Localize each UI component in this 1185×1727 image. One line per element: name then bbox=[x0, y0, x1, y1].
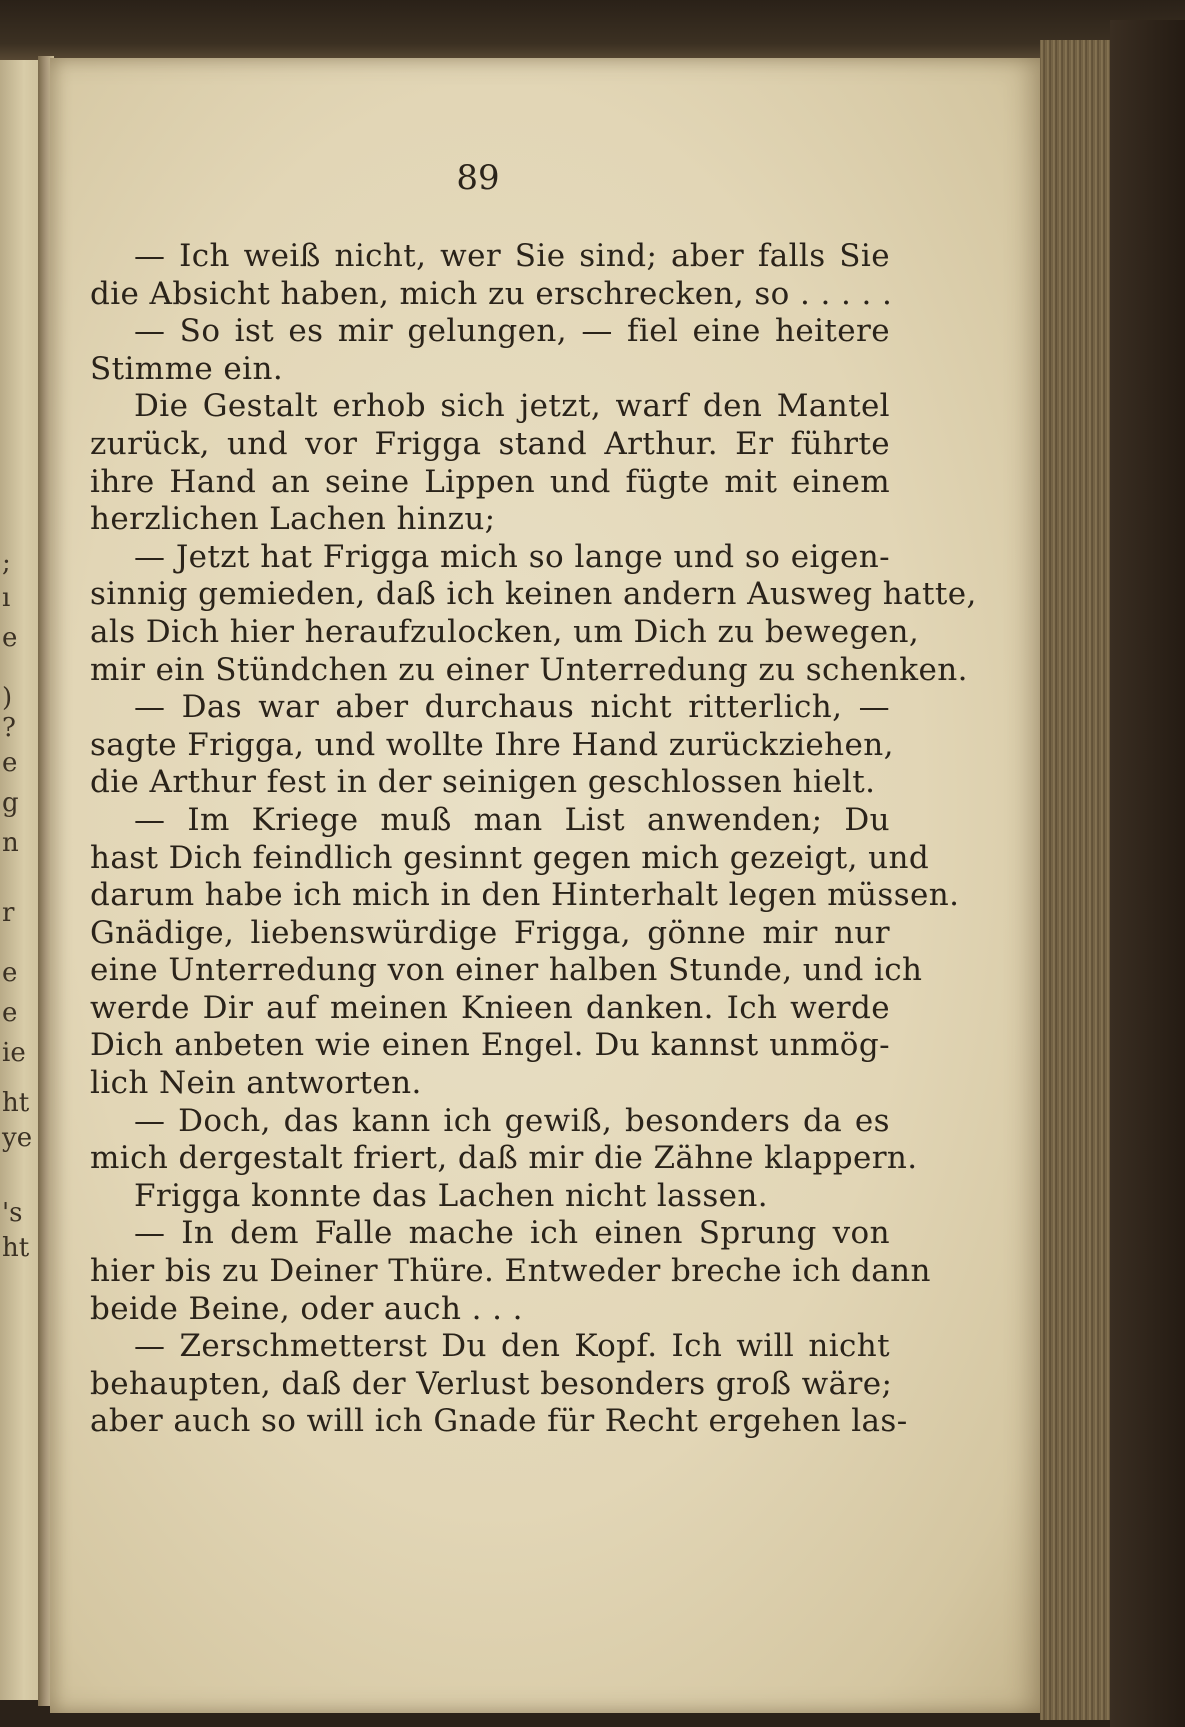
book-cover bbox=[1110, 20, 1185, 1727]
page-edges bbox=[1040, 40, 1120, 1720]
left-page-fragment: ? bbox=[2, 713, 16, 743]
left-page-fragment: r bbox=[2, 898, 15, 928]
left-page-edge bbox=[0, 60, 40, 1700]
text-line: mich dergestalt friert, daß mir die Zähne klappern. bbox=[90, 1140, 918, 1177]
left-page-fragment: ht bbox=[2, 1233, 30, 1263]
text-line: Dich anbeten wie einen Engel. Du kannst unmög- bbox=[90, 1027, 890, 1064]
body-text bbox=[90, 238, 977, 1441]
left-page-fragment: g bbox=[2, 788, 19, 818]
text-line: zurück, und vor Frigga stand Arthur. Er führte bbox=[90, 425, 890, 462]
text-line: Stimme ein. bbox=[90, 350, 284, 387]
left-page-fragment: n bbox=[2, 828, 19, 858]
text-line: die Absicht haben, mich zu erschrecken, so . . . . . bbox=[90, 275, 893, 312]
text-line: Frigga konnte das Lachen nicht lassen. bbox=[134, 1177, 769, 1214]
left-page-fragment: e bbox=[2, 998, 18, 1028]
text-line: sagte Frigga, und wollte Ihre Hand zurückziehen, bbox=[90, 726, 894, 763]
left-page-fragment: ) bbox=[2, 683, 13, 713]
left-page-fragment: ı bbox=[2, 583, 11, 613]
text-line: — Das war aber durchaus nicht ritterlich, — bbox=[134, 689, 890, 726]
text-line: Gnädige, liebenswürdige Frigga, gönne mir nur bbox=[90, 914, 890, 951]
text-line: herzlichen Lachen hinzu; bbox=[90, 501, 496, 538]
text-line: — Jetzt hat Frigga mich so lange und so eigen- bbox=[134, 538, 890, 575]
text-line: sinnig gemieden, daß ich keinen andern Ausweg hatte, bbox=[90, 576, 977, 613]
left-page-fragment: e bbox=[2, 623, 18, 653]
left-page-fragment: ; bbox=[2, 548, 11, 578]
scan-background-top bbox=[0, 0, 1185, 62]
text-line: — Doch, das kann ich gewiß, besonders da es bbox=[134, 1102, 890, 1139]
left-page-fragment: ht bbox=[2, 1088, 30, 1118]
text-line: lich Nein antworten. bbox=[90, 1065, 422, 1102]
text-line: die Arthur fest in der seinigen geschlossen hielt. bbox=[90, 764, 876, 801]
page-number: 89 bbox=[456, 158, 500, 198]
text-line: — In dem Falle mache ich einen Sprung von bbox=[134, 1215, 890, 1252]
text-line: aber auch so will ich Gnade für Recht ergehen las- bbox=[90, 1403, 908, 1440]
text-line: — Ich weiß nicht, wer Sie sind; aber falls Sie bbox=[134, 238, 890, 274]
left-page-fragment: ye bbox=[2, 1123, 33, 1153]
text-line: — So ist es mir gelungen, — fiel eine heitere bbox=[134, 313, 890, 350]
text-line: behaupten, daß der Verlust besonders groß wäre; bbox=[90, 1365, 893, 1402]
text-line: Die Gestalt erhob sich jetzt, warf den Mantel bbox=[134, 388, 890, 425]
text-line: ihre Hand an seine Lippen und fügte mit einem bbox=[90, 463, 890, 500]
left-page-fragment: 's bbox=[2, 1198, 23, 1228]
text-line: darum habe ich mich in den Hinterhalt legen müssen. bbox=[90, 877, 960, 914]
text-line: werde Dir auf meinen Knieen danken. Ich werde bbox=[90, 989, 890, 1026]
text-line: beide Beine, oder auch . . . bbox=[90, 1290, 523, 1327]
text-line: als Dich hier heraufzulocken, um Dich zu bewegen, bbox=[90, 613, 920, 650]
text-line: — Zerschmetterst Du den Kopf. Ich will nicht bbox=[134, 1328, 890, 1365]
text-line: mir ein Stündchen zu einer Unterredung zu schenken. bbox=[90, 651, 968, 688]
left-page-fragment: ie bbox=[2, 1038, 26, 1068]
text-line: — Im Kriege muß man List anwenden; Du bbox=[134, 801, 890, 838]
text-line: hast Dich feindlich gesinnt gegen mich gezeigt, und bbox=[90, 839, 930, 876]
left-page-fragment: e bbox=[2, 748, 18, 778]
left-page-fragment: e bbox=[2, 958, 18, 988]
text-line: hier bis zu Deiner Thüre. Entweder breche ich dann bbox=[90, 1253, 931, 1290]
text-line: eine Unterredung von einer halben Stunde, und ich bbox=[90, 952, 923, 989]
